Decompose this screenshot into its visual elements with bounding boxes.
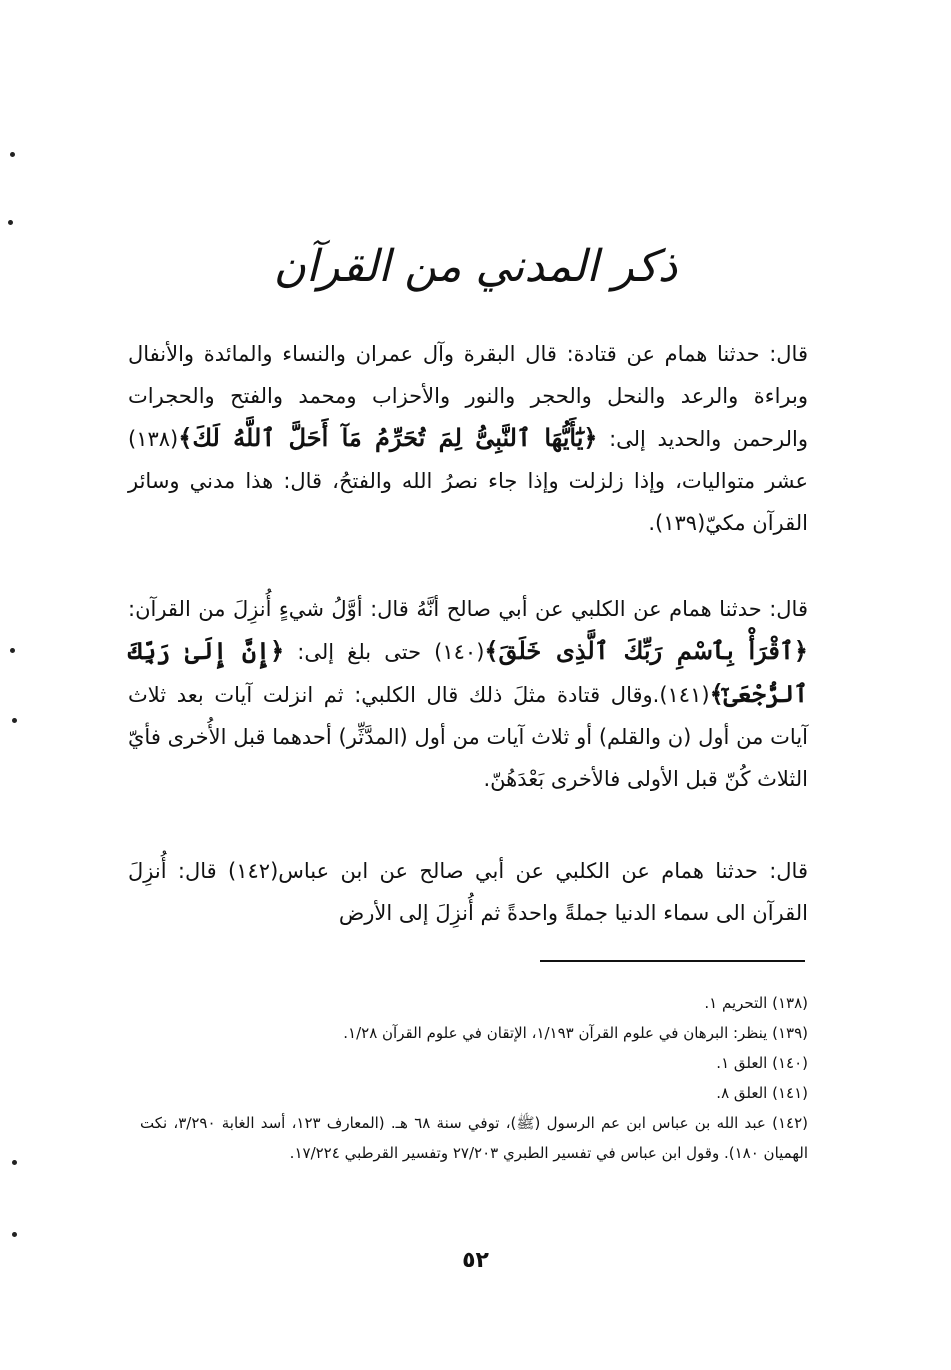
- footnote-138: (١٣٨) التحريم ١.: [704, 994, 808, 1012]
- paragraph-2-text-before: قال: حدثنا همام عن الكلبي عن أبي صالح أنَّهُ قال: أوَّلُ شيءٍ أُنزِلَ من القرآن:: [128, 597, 808, 621]
- footnote-142: (١٤٢) عبد الله بن عباس ابن عم الرسول (ﷺ)، توفي سنة ٦٨ هـ. (المعارف ١٢٣، أسد الغابة ٣/٢٩٠، نكت الهميان ١٨٠). وقول ابن عباس في تفسير الطبري ٢٧/٢٠٣ وتفسير القرطبي ١٧/٢٢٤.: [140, 1114, 808, 1162]
- scan-speck: [12, 718, 17, 723]
- scan-speck: [8, 220, 13, 225]
- paragraph-1-text-after: (١٣٨) عشر متواليات، وإذا زلزلت وإذا جاء نصرُ الله والفتحُ، قال: هذا مدني وسائر القرآن مكيّ(١٣٩).: [128, 427, 808, 535]
- paragraph-2-text-middle: (١٤٠) حتى بلغ إلى:: [284, 640, 485, 664]
- footnote-divider: [540, 960, 805, 962]
- paragraph-2-text-after: (١٤١).وقال قتادة مثلَ ذلك قال الكلبي: ثم انزلت آيات بعد ثلاث آيات من أول (ن والقلم) أو ثلاث آيات من أول (المدَّثِّر) أحدهما قبل الأُخرى فأيّ الثلاث كُنّ قبل الأولى فالأخرى بَعْدَهُنّ.: [128, 683, 808, 791]
- footnote-139: (١٣٩) ينظر: البرهان في علوم القرآن ١/١٩٣، الإتقان في علوم القرآن ١/٢٨.: [343, 1024, 808, 1042]
- page-number: ٥٢: [462, 1248, 489, 1273]
- footnote-140: (١٤٠) العلق ١.: [716, 1054, 808, 1072]
- quran-verse-tahrim: ﴿يَٰٓأَيُّهَا ٱلنَّبِىُّ لِمَ تُحَرِّمُ مَآ أَحَلَّ ٱللَّهُ لَكَ﴾: [178, 423, 598, 452]
- paragraph-1: [128, 333, 808, 544]
- paragraph-3-text: قال: حدثنا همام عن الكلبي عن أبي صالح عن ابن عباس(١٤٢) قال: أُنزِلَ القرآن الى سماء الدنيا جملةً واحدةً ثم أُنزِلَ إلى الأرض: [128, 859, 808, 925]
- scan-speck: [12, 1232, 17, 1237]
- page-title: ذكر المدني من القرآن: [273, 241, 678, 292]
- scan-speck: [10, 152, 15, 157]
- paragraph-1-text-before: قال: حدثنا همام عن قتادة: قال البقرة وآل عمران والنساء والمائدة والأنفال وبراءة والرعد والنحل والحجر والنور والأحزاب ومحمد والفتح والحجرات والرحمن والحديد إلى:: [128, 342, 809, 451]
- scan-speck: [10, 648, 15, 653]
- footnotes: [140, 988, 808, 1168]
- paragraph-2: [128, 588, 808, 800]
- scan-speck: [12, 1160, 17, 1165]
- quran-verse-alaq-1: ﴿ٱقْرَأْ بِٱسْمِ رَبِّكَ ٱلَّذِى خَلَقَ﴾: [484, 636, 808, 665]
- footnote-141: (١٤١) العلق ٨.: [716, 1084, 808, 1102]
- paragraph-3: [128, 850, 808, 934]
- quran-verse-alaq-8: ﴿إِنَّ إِلَىٰ رَبِّكَ ٱلرُّجْعَىٰٓ﴾: [128, 636, 808, 708]
